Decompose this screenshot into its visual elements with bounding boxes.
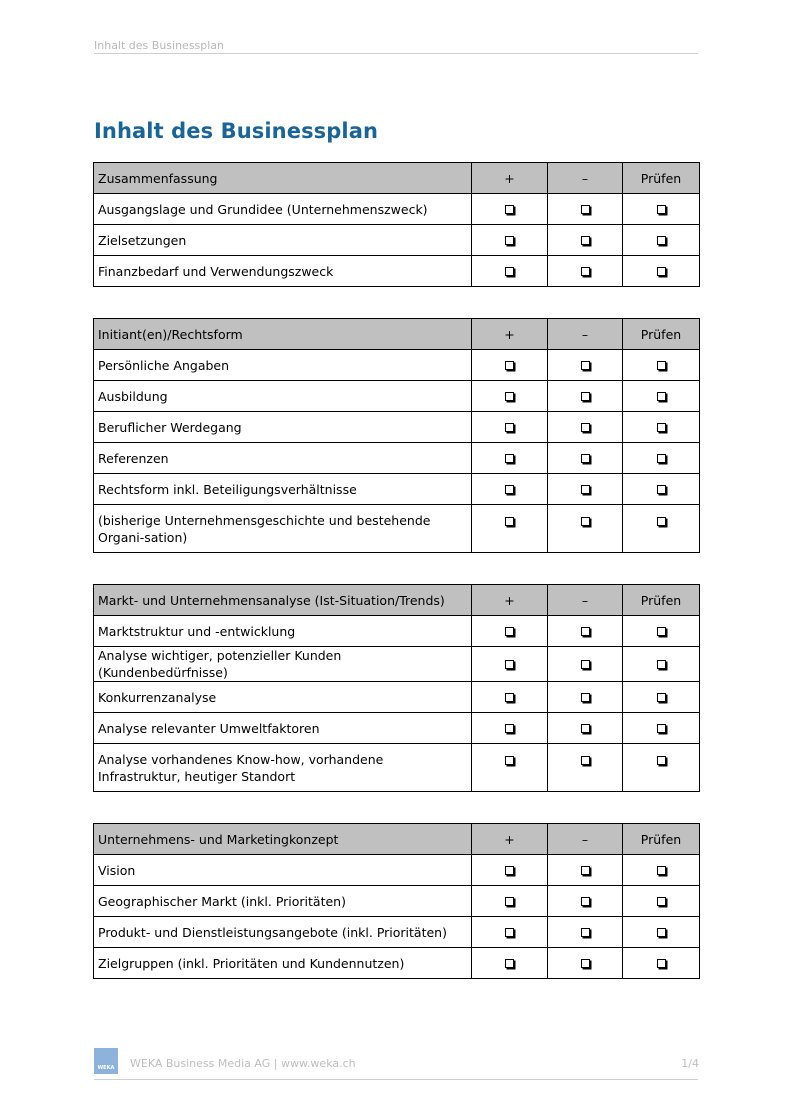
column-check-header: Prüfen xyxy=(623,585,700,616)
checkbox-icon[interactable] xyxy=(657,205,666,214)
checklist-tables xyxy=(93,162,699,1010)
checkbox-cell-check[interactable] xyxy=(623,256,700,287)
item-label: Finanzbedarf und Verwendungszweck xyxy=(94,256,472,287)
section-heading: Unternehmens- und Marketingkonzept xyxy=(94,824,472,855)
checkbox-cell-minus[interactable] xyxy=(548,412,623,443)
table-row xyxy=(94,917,700,948)
checkbox-icon[interactable] xyxy=(505,693,514,702)
checkbox-cell-minus[interactable] xyxy=(548,474,623,505)
checkbox-icon[interactable] xyxy=(581,267,590,276)
footer-divider xyxy=(94,1079,698,1080)
checkbox-icon[interactable] xyxy=(657,724,666,733)
checkbox-icon[interactable] xyxy=(581,485,590,494)
section-header-row xyxy=(94,824,700,855)
item-label: Zielgruppen (inkl. Prioritäten und Kundennutzen) xyxy=(94,948,472,979)
checkbox-cell-check[interactable] xyxy=(623,647,700,682)
column-plus-header: + xyxy=(472,319,548,350)
column-minus-header: – xyxy=(548,824,623,855)
column-check-header: Prüfen xyxy=(623,163,700,194)
section-header-row xyxy=(94,319,700,350)
checkbox-cell-minus[interactable] xyxy=(548,744,623,792)
checkbox-cell-check[interactable] xyxy=(623,682,700,713)
checkbox-cell-plus[interactable] xyxy=(472,256,548,287)
checkbox-icon[interactable] xyxy=(505,660,514,669)
checkbox-icon[interactable] xyxy=(505,205,514,214)
checkbox-cell-plus[interactable] xyxy=(472,744,548,792)
checkbox-icon[interactable] xyxy=(657,267,666,276)
checkbox-cell-check[interactable] xyxy=(623,616,700,647)
checkbox-icon[interactable] xyxy=(581,517,590,526)
checkbox-icon[interactable] xyxy=(657,236,666,245)
column-check-header: Prüfen xyxy=(623,824,700,855)
checkbox-cell-plus[interactable] xyxy=(472,505,548,553)
checkbox-icon[interactable] xyxy=(505,517,514,526)
table-row xyxy=(94,412,700,443)
checkbox-cell-plus[interactable] xyxy=(472,474,548,505)
item-label: Persönliche Angaben xyxy=(94,350,472,381)
weka-logo xyxy=(94,1048,118,1074)
section-header-row xyxy=(94,585,700,616)
checkbox-cell-minus[interactable] xyxy=(548,948,623,979)
checkbox-cell-check[interactable] xyxy=(623,917,700,948)
checkbox-cell-plus[interactable] xyxy=(472,412,548,443)
checkbox-icon[interactable] xyxy=(581,392,590,401)
checkbox-cell-check[interactable] xyxy=(623,474,700,505)
checkbox-cell-minus[interactable] xyxy=(548,350,623,381)
checkbox-icon[interactable] xyxy=(505,267,514,276)
checkbox-cell-minus[interactable] xyxy=(548,256,623,287)
page-title: Inhalt des Businessplan xyxy=(94,119,379,143)
column-minus-header: – xyxy=(548,163,623,194)
checkbox-cell-check[interactable] xyxy=(623,505,700,553)
checkbox-cell-minus[interactable] xyxy=(548,917,623,948)
checkbox-cell-check[interactable] xyxy=(623,886,700,917)
item-label: Analyse vorhandenes Know-how, vorhandene Infrastruktur, heutiger Standort xyxy=(94,744,472,792)
section-header-row xyxy=(94,163,700,194)
checkbox-icon[interactable] xyxy=(505,454,514,463)
checkbox-cell-check[interactable] xyxy=(623,744,700,792)
checkbox-cell-plus[interactable] xyxy=(472,616,548,647)
weka-logo-text: WEKA xyxy=(97,1065,115,1071)
item-label: (bisherige Unternehmensgeschichte und bestehende Organi-sation) xyxy=(94,505,472,553)
item-label: Analyse wichtiger, potenzieller Kunden (Kundenbedürfnisse) xyxy=(94,647,472,682)
checkbox-cell-check[interactable] xyxy=(623,443,700,474)
checkbox-icon[interactable] xyxy=(657,866,666,875)
checkbox-cell-minus[interactable] xyxy=(548,682,623,713)
item-label: Geographischer Markt (inkl. Prioritäten) xyxy=(94,886,472,917)
checkbox-cell-minus[interactable] xyxy=(548,713,623,744)
checkbox-icon[interactable] xyxy=(581,756,590,765)
table-row xyxy=(94,443,700,474)
table-row xyxy=(94,474,700,505)
page-number: 1/4 xyxy=(681,1057,699,1070)
checkbox-icon[interactable] xyxy=(505,897,514,906)
checkbox-cell-minus[interactable] xyxy=(548,194,623,225)
checkbox-icon[interactable] xyxy=(581,928,590,937)
checklist-table xyxy=(93,584,700,792)
checkbox-icon[interactable] xyxy=(505,959,514,968)
table-row xyxy=(94,256,700,287)
checkbox-icon[interactable] xyxy=(581,205,590,214)
checkbox-cell-check[interactable] xyxy=(623,412,700,443)
checkbox-cell-plus[interactable] xyxy=(472,647,548,682)
column-minus-header: – xyxy=(548,319,623,350)
item-label: Zielsetzungen xyxy=(94,225,472,256)
item-label: Beruflicher Werdegang xyxy=(94,412,472,443)
checkbox-icon[interactable] xyxy=(657,693,666,702)
checkbox-icon[interactable] xyxy=(581,693,590,702)
item-label: Analyse relevanter Umweltfaktoren xyxy=(94,713,472,744)
checkbox-icon[interactable] xyxy=(657,361,666,370)
checkbox-icon[interactable] xyxy=(581,660,590,669)
checkbox-icon[interactable] xyxy=(505,756,514,765)
item-label: Vision xyxy=(94,855,472,886)
checkbox-icon[interactable] xyxy=(505,866,514,875)
checkbox-cell-plus[interactable] xyxy=(472,948,548,979)
item-label: Rechtsform inkl. Beteiligungsverhältnisse xyxy=(94,474,472,505)
checkbox-icon[interactable] xyxy=(581,866,590,875)
checkbox-icon[interactable] xyxy=(657,485,666,494)
checkbox-icon[interactable] xyxy=(657,660,666,669)
checkbox-cell-minus[interactable] xyxy=(548,616,623,647)
checkbox-icon[interactable] xyxy=(581,724,590,733)
checkbox-icon[interactable] xyxy=(505,724,514,733)
checkbox-cell-plus[interactable] xyxy=(472,855,548,886)
section-heading: Zusammenfassung xyxy=(94,163,472,194)
checkbox-cell-plus[interactable] xyxy=(472,225,548,256)
column-plus-header: + xyxy=(472,585,548,616)
running-header: Inhalt des Businessplan xyxy=(94,39,698,54)
column-plus-header: + xyxy=(472,163,548,194)
checkbox-icon[interactable] xyxy=(581,361,590,370)
checkbox-icon[interactable] xyxy=(505,361,514,370)
checkbox-icon[interactable] xyxy=(581,423,590,432)
checkbox-icon[interactable] xyxy=(505,485,514,494)
checkbox-icon[interactable] xyxy=(505,392,514,401)
checkbox-cell-minus[interactable] xyxy=(548,443,623,474)
column-check-header: Prüfen xyxy=(623,319,700,350)
checkbox-icon[interactable] xyxy=(657,392,666,401)
table-row xyxy=(94,381,700,412)
checkbox-icon[interactable] xyxy=(657,423,666,432)
checkbox-icon[interactable] xyxy=(581,959,590,968)
checkbox-cell-plus[interactable] xyxy=(472,443,548,474)
section-heading: Markt- und Unternehmensanalyse (Ist-Situation/Trends) xyxy=(94,585,472,616)
item-label: Marktstruktur und -entwicklung xyxy=(94,616,472,647)
checkbox-cell-plus[interactable] xyxy=(472,886,548,917)
checkbox-icon[interactable] xyxy=(657,959,666,968)
item-label: Produkt- und Dienstleistungsangebote (inkl. Prioritäten) xyxy=(94,917,472,948)
checkbox-cell-minus[interactable] xyxy=(548,505,623,553)
checkbox-cell-plus[interactable] xyxy=(472,350,548,381)
checkbox-icon[interactable] xyxy=(657,517,666,526)
checkbox-cell-minus[interactable] xyxy=(548,381,623,412)
checkbox-cell-check[interactable] xyxy=(623,350,700,381)
table-row xyxy=(94,194,700,225)
checkbox-icon[interactable] xyxy=(505,928,514,937)
checkbox-icon[interactable] xyxy=(581,897,590,906)
checkbox-icon[interactable] xyxy=(581,454,590,463)
item-label: Ausgangslage und Grundidee (Unternehmenszweck) xyxy=(94,194,472,225)
footer-company: WEKA Business Media AG | www.weka.ch xyxy=(130,1057,356,1070)
checkbox-cell-check[interactable] xyxy=(623,948,700,979)
checklist-table xyxy=(93,162,700,287)
table-row xyxy=(94,948,700,979)
checkbox-icon[interactable] xyxy=(657,627,666,636)
table-row xyxy=(94,744,700,792)
checkbox-icon[interactable] xyxy=(581,627,590,636)
table-row xyxy=(94,225,700,256)
checkbox-cell-minus[interactable] xyxy=(548,647,623,682)
checkbox-cell-plus[interactable] xyxy=(472,194,548,225)
checkbox-cell-plus[interactable] xyxy=(472,381,548,412)
checkbox-cell-plus[interactable] xyxy=(472,682,548,713)
table-row xyxy=(94,616,700,647)
table-row xyxy=(94,350,700,381)
checkbox-icon[interactable] xyxy=(657,454,666,463)
column-plus-header: + xyxy=(472,824,548,855)
checkbox-cell-plus[interactable] xyxy=(472,713,548,744)
table-row xyxy=(94,505,700,553)
table-row xyxy=(94,855,700,886)
checkbox-icon[interactable] xyxy=(657,897,666,906)
item-label: Konkurrenzanalyse xyxy=(94,682,472,713)
checkbox-icon[interactable] xyxy=(581,236,590,245)
checkbox-cell-check[interactable] xyxy=(623,855,700,886)
checkbox-icon[interactable] xyxy=(505,423,514,432)
checkbox-icon[interactable] xyxy=(657,756,666,765)
checklist-table xyxy=(93,318,700,553)
checkbox-cell-check[interactable] xyxy=(623,713,700,744)
checkbox-cell-check[interactable] xyxy=(623,225,700,256)
checkbox-cell-minus[interactable] xyxy=(548,886,623,917)
table-row xyxy=(94,713,700,744)
checkbox-cell-minus[interactable] xyxy=(548,225,623,256)
checkbox-cell-check[interactable] xyxy=(623,381,700,412)
checkbox-cell-minus[interactable] xyxy=(548,855,623,886)
item-label: Ausbildung xyxy=(94,381,472,412)
table-row xyxy=(94,886,700,917)
checkbox-icon[interactable] xyxy=(657,928,666,937)
table-row xyxy=(94,647,700,682)
checkbox-cell-plus[interactable] xyxy=(472,917,548,948)
item-label: Referenzen xyxy=(94,443,472,474)
table-row xyxy=(94,682,700,713)
column-minus-header: – xyxy=(548,585,623,616)
checkbox-icon[interactable] xyxy=(505,236,514,245)
checkbox-icon[interactable] xyxy=(505,627,514,636)
checkbox-cell-check[interactable] xyxy=(623,194,700,225)
checklist-table xyxy=(93,823,700,979)
section-heading: Initiant(en)/Rechtsform xyxy=(94,319,472,350)
